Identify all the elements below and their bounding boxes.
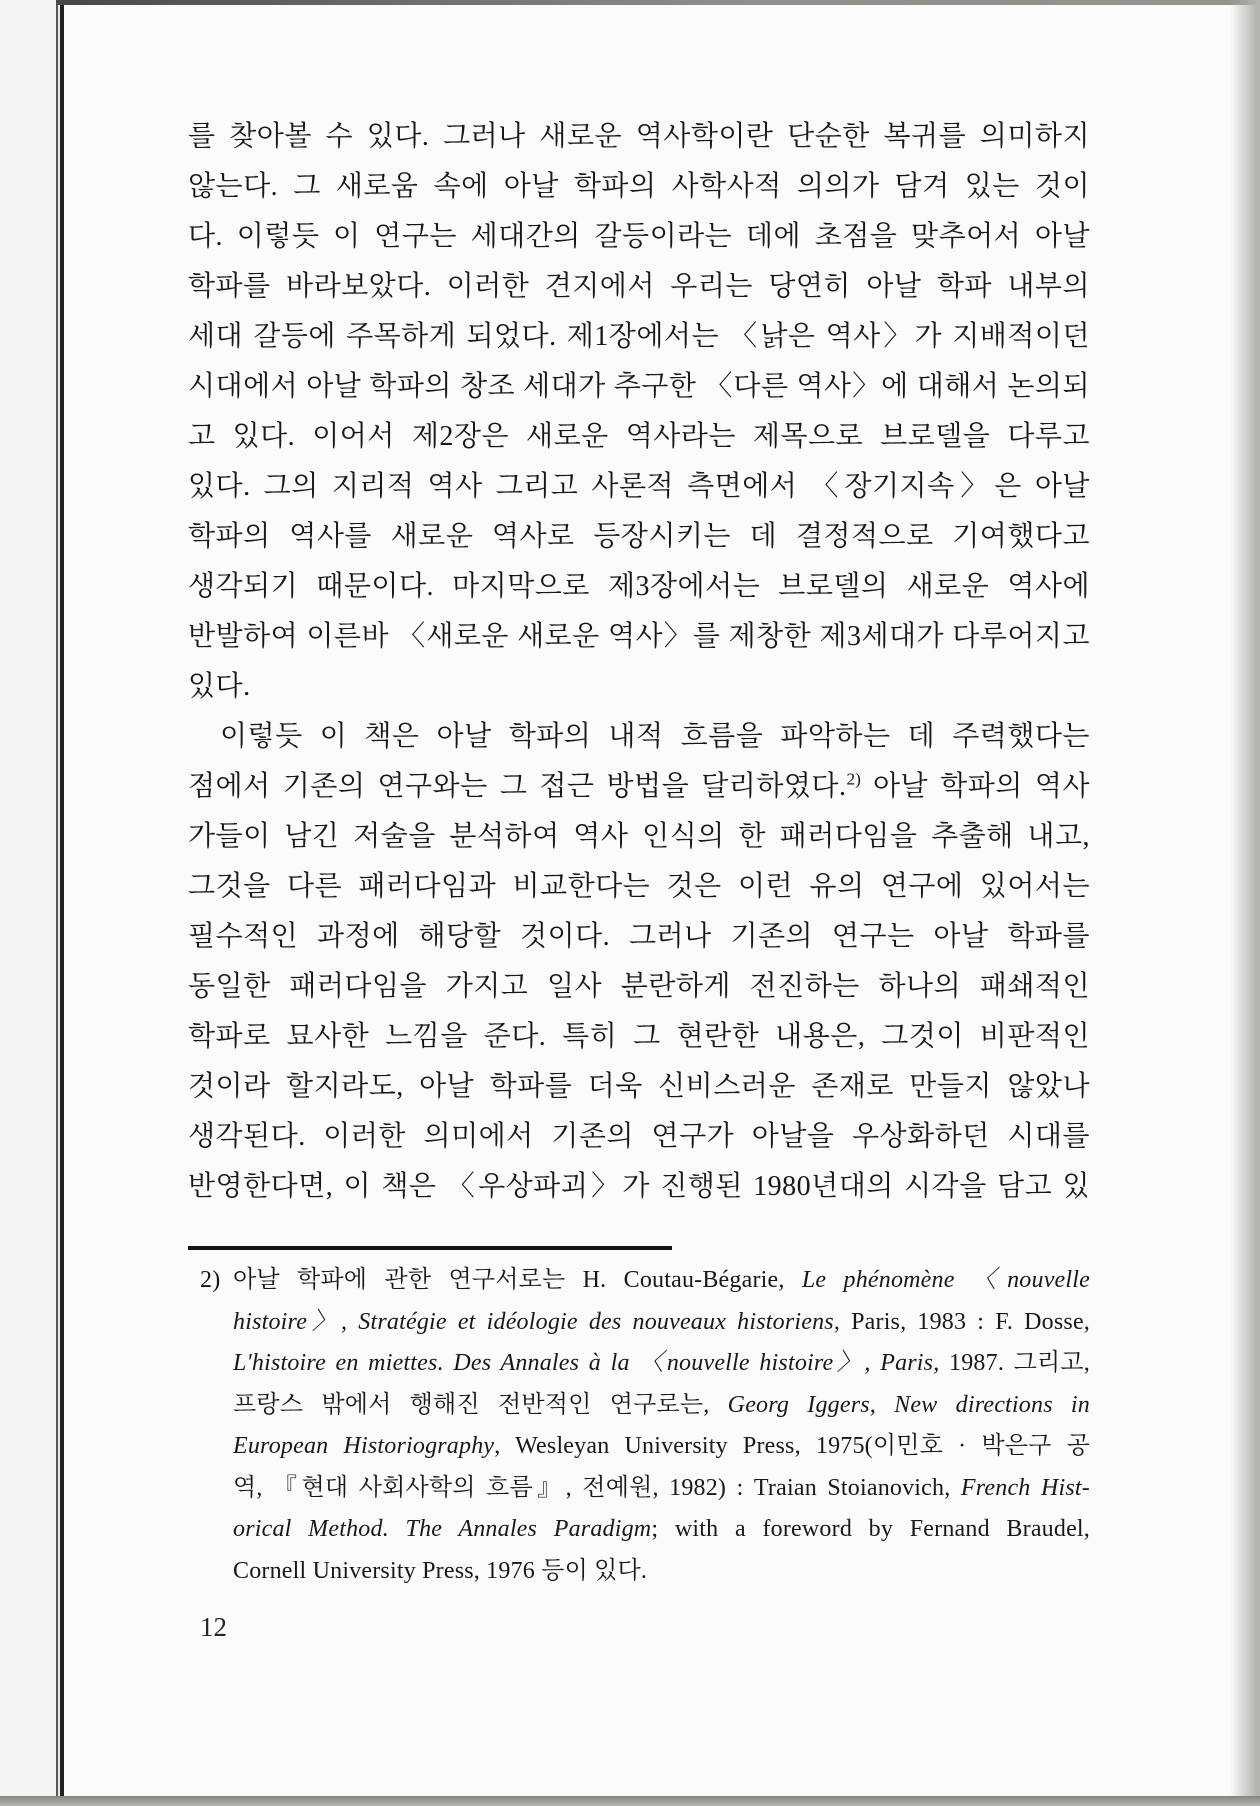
footnote-segment: 역, 『현대 사회사학의 흐름』, 전예원, 1982) : Traian Stoianovich, (233, 1474, 961, 1501)
scan-left-edge (56, 2, 66, 1797)
footnote-line (200, 1509, 1090, 1551)
text-segment: 아날 학파의 역사 (860, 771, 1090, 802)
body-text-line: 세대 갈등에 주목하게 되었다. 제1장에서는 〈낡은 역사〉가 지배적이던 (188, 321, 1090, 352)
footnote-segment: , Wesleyan University Press, 1975(이민호 · 박은구 공 (494, 1433, 1090, 1459)
footnote-2 (200, 1260, 1090, 1592)
body-text-line: 반발하여 이른바 〈새로운 새로운 역사〉를 제창한 제3세대가 다루어지고 (188, 621, 1090, 652)
body-text-line: 그것을 다른 패러다임과 비교한다는 것은 이런 유의 연구에 있어서는 (188, 871, 1090, 902)
footnote-line (200, 1468, 1090, 1510)
footnote-segment: Paris, 1983 : F. Dosse, (840, 1308, 1090, 1335)
page-number: 12 (200, 1612, 227, 1642)
body-text-line (188, 762, 1090, 812)
footnote-segment-italic: European Historiography (233, 1433, 495, 1459)
scan-bottom-edge (0, 1796, 1260, 1806)
footnote-segment-italic: L'histoire en miettes. Des Annales à la 〈nouvelle histoire〉, Paris, (233, 1350, 940, 1376)
body-text-line: 를 찾아볼 수 있다. 그러나 새로운 역사학이란 단순한 복귀를 의미하지 (188, 121, 1090, 152)
footnote-segment-italic: Le phénomène 〈nouvelle (801, 1267, 1091, 1293)
scan-top-edge (56, 0, 1260, 5)
body-text-line: 시대에서 아날 학파의 창조 세대가 추구한 〈다른 역사〉에 대해서 논의되 (188, 371, 1090, 402)
page-body-text (188, 112, 1090, 1212)
footnote-segment-italic: Georg Iggers, New directions in (727, 1391, 1090, 1418)
body-text-line: 동일한 패러다임을 가지고 일사 분란하게 전진하는 하나의 패쇄적인 (188, 971, 1090, 1002)
body-text-line: 학파로 묘사한 느낌을 준다. 특히 그 현란한 내용은, 그것이 비판적인 (188, 1021, 1090, 1052)
body-text-line: 다. 이렇듯 이 연구는 세대간의 갈등이라는 데에 초점을 맞추어서 아날 (188, 221, 1090, 252)
body-text-line: 것이라 할지라도, 아날 학파를 더욱 신비스러운 존재로 만들지 않았나 (188, 1071, 1090, 1102)
footnote-line (200, 1551, 1090, 1593)
footnote-marker: 2) (200, 1267, 221, 1293)
body-text-line: 필수적인 과정에 해당할 것이다. 그러나 기존의 연구는 아날 학파를 (188, 921, 1090, 952)
footnote-segment: 1987. 그리고, (939, 1350, 1090, 1376)
body-text-line: 있다. (188, 671, 251, 702)
footnote-segment: 아날 학파에 관한 연구서로는 H. Coutau-Bégarie, (233, 1267, 802, 1293)
footnote-segment-italic: histoire〉, Stratégie et idéologie des nouveaux historiens, (233, 1308, 841, 1335)
body-text-line: 고 있다. 이어서 제2장은 새로운 역사라는 제목으로 브로델을 다루고 (188, 421, 1090, 452)
body-text-line: 반영한다면, 이 책은 〈우상파괴〉가 진행된 1980년대의 시각을 담고 있 (188, 1171, 1090, 1202)
footnote-line (200, 1343, 1090, 1385)
text-segment: 점에서 기존의 연구와는 그 접근 방법을 달리하였다. (188, 771, 847, 802)
body-text-line: 않는다. 그 새로움 속에 아날 학파의 사학사적 의의가 담겨 있는 것이 (188, 171, 1090, 202)
body-text-line paragraph-start: 이렇듯 이 책은 아날 학파의 내적 흐름을 파악하는 데 주력했다는 (220, 721, 1090, 752)
footnote-line (200, 1260, 1090, 1302)
footnote-ref-2: 2) (846, 769, 861, 789)
body-text-line: 있다. 그의 지리적 역사 그리고 사론적 측면에서 〈장기지속〉은 아날 (188, 471, 1090, 502)
scan-right-edge (1230, 0, 1260, 1806)
footnote-segment: 프랑스 밖에서 행해진 전반적인 연구로는, (233, 1391, 728, 1418)
footnote-segment: Cornell University Press, 1976 등이 있다. (233, 1557, 648, 1584)
body-text-line: 가들이 남긴 저술을 분석하여 역사 인식의 한 패러다임을 추출해 내고, (188, 821, 1090, 852)
body-text-line: 생각된다. 이러한 의미에서 기존의 연구가 아날을 우상화하던 시대를 (188, 1121, 1090, 1152)
body-text-line: 학파의 역사를 새로운 역사로 등장시키는 데 결정적으로 기여했다고 (188, 521, 1090, 552)
footnote-line (200, 1426, 1090, 1468)
footnote-line (200, 1302, 1090, 1344)
footnote-segment-italic: orical Method. The Annales Paradigm (233, 1516, 652, 1542)
footnote-segment: ; with a foreword by Fernand Braudel, (651, 1516, 1090, 1542)
footnote-line (200, 1385, 1090, 1427)
footnote-segment-italic: French Hist- (960, 1474, 1090, 1501)
footnote-separator-rule (188, 1246, 672, 1250)
body-text-line: 생각되기 때문이다. 마지막으로 제3장에서는 브로델의 새로운 역사에 (188, 571, 1090, 602)
body-text-line: 학파를 바라보았다. 이러한 견지에서 우리는 당연히 아날 학파 내부의 (188, 271, 1090, 302)
